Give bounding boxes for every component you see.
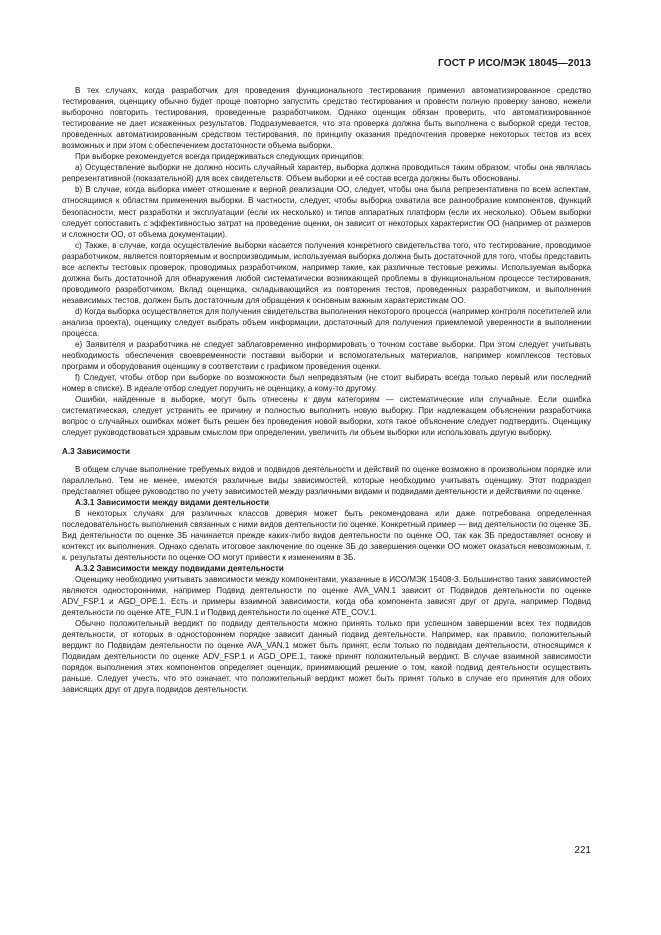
document-header: ГОСТ Р ИСО/МЭК 18045—2013: [438, 58, 591, 69]
list-item-d: d) Когда выборка осуществляется для получения свидетельства выполнения некоторого процесса (например контроля посетителей или анализа проекта), оценщику следует выбрать объем информации, достаточный для получения приемлемой уверенности в выполнении процесса.: [62, 306, 591, 339]
subsection-heading-a32: A.3.2 Зависимости между подвидами деятельности: [75, 563, 284, 573]
list-item-f: f) Следует, чтобы отбор при выборке по возможности был непредвзятым (не стоит выбирать всегда только первый или последний номер в списке). В идеале отбор следует поручить не оценщику, а кому-то другому.: [62, 373, 591, 394]
subsection-heading-a31: A.3.1 Зависимости между видами деятельности: [75, 497, 270, 507]
list-item-a: а) Осуществление выборки не должно носить случайный характер, выборка должна проводиться таким образом, чтобы она являлась репрезентативной (показательной) для всех свидетельств. Объем выборки и её состав всегда должны быть обоснованы.: [62, 163, 591, 184]
paragraph-intro: В тех случаях, когда разработчик для проведения функционального тестирования применил автоматизированное средство тестирования, оценщику обычно будет проще повторно запустить средство тестирования и провести полную проверку заново, нежели выборочно повторить тестирования, проведенные разработчиком. Однако оценщик обязан проверить, что автоматизированное тестирование не дает искаженных результатов. Подразумевается, что эта проверка должна быть выполнена с выборкой среди тестов, проведенных автоматизированным средством тестирования, по принципу оказания предпочтения проверке некоторых тестов из всех возможных и при этом с обеспечением достаточности объема выборки.: [62, 86, 591, 151]
paragraph-errors: Ошибки, найденные в выборке, могут быть отнесены к двум категориям — систематические или случайные. Если ошибка систематическая, следует устранить ее причину и полностью выполнить новую выборку. При надлежащем объяснении разработчика вопрос о случайных ошибках может быть решен без проведения новой выборки, хотя такое объяснение следует подтвердить. Оценщику следует руководствоваться здравым смыслом при определении, увеличить ли объем выборки или использовать другую выборку.: [62, 395, 591, 438]
paragraph-a32-1: Оценщику необходимо учитывать зависимости между компонентами, указанные в ИСО/МЭК 15408-3. Большинство таких зависимостей являются односторонними, например Подвид деятельности по оценке AVA_VAN.1 зависит от Подвидов деятельности по оценке ADV_FSP.1 и AGD_OPE.1. Есть и примеры взаимной зависимости, когда оба компонента зависят друг от друга, например Подвид деятельности по оценке ATE_FUN.1 и Подвид деятельности по оценке ATE_COV.1.: [62, 575, 591, 618]
paragraph-principles: При выборке рекомендуется всегда придерживаться следующих принципов:: [75, 152, 364, 162]
paragraph-a31: В некоторых случаях для различных классов доверия может быть рекомендована или даже потребована определенная последовательность выполнения связанных с ними видов деятельности по оценке. Конкретный пример — вид деятельности по оценке ЗБ. Вид деятельности по оценке ЗБ начинается прежде каких-либо видов деятельности по оценке ОО, так как ЗБ предоставляет основу и контекст их выполнения. Однако сделать итоговое заключение по оценке ЗБ до завершения оценки ОО может оказаться невозможным, т. к. результаты деятельности по оценке ОО могут привести к изменениям в ЗБ.: [62, 508, 591, 562]
page-number: 221: [574, 845, 591, 856]
list-item-c: c) Также, в случае, когда осуществление выборки касается получения конкретного свидетельства того, что тестирование, проводимое разработчиком, является повторяемым и воспроизводимым, используемая выборка должна быть достаточной для того, чтобы представить все аспекты тестовых проверок, проводимых разработчиком, например такие, как различные тестовые режимы. Используемая выборка должна быть достаточной для обнаружения любой систематически возникающей проблемы в функциональном процессе тестирования, проводимого разработчиком. Вклад оценщика, складывающийся из повторения тестов, проведенных разработчиком, и выполнения независимых тестов, должен быть достаточным для обращения к основным важным характеристикам ОО.: [62, 240, 591, 305]
list-item-b: b) В случае, когда выборка имеет отношение к верной реализации ОО, следует, чтобы она была репрезентативна по всем аспектам, относящимся к областям применения выборки. В частности, следует, чтобы выборка охватила все разнообразие компонентов, функций безопасности, мест разработки и эксплуатации (если их несколько) и типов аппаратных платформ (если их несколько). Объем выборки следует сопоставить с эффективностью затрат на проведение оценки, он зависит от некоторых характеристик ОО (например от размеров и сложности ОО, от объема документации).: [62, 185, 591, 239]
document-body: [62, 85, 591, 696]
list-item-e: e) Заявителя и разработчика не следует заблаговременно информировать о точном составе выборки. При этом следует учитывать необходимость обеспечения своевременности поставки выборки и вспомогательных материалов, например комплексов тестовых программ и оборудования оценщику в соответствии с графиком проведения оценки.: [62, 340, 591, 372]
section-heading-a3: A.3 Зависимости: [62, 446, 131, 456]
paragraph-a3: В общем случае выполнение требуемых видов и подвидов деятельности и действий по оценке возможно в произвольном порядке или параллельно. Тем не менее, имеются различные виды зависимостей, которые необходимо учитывать оценщику. Этот подраздел представляет общее руководство по учету зависимостей между различными видами и подвидами деятельности и действиями по оценке.: [62, 464, 591, 496]
paragraph-a32-2: Обычно положительный вердикт по подвиду деятельности можно принять только при успешном завершении всех тех подвидов деятельности, от которых в одностороннем порядке зависит данный подвид деятельности. Например, как правило, положительный вердикт по Подвидам деятельности по оценке AVA_VAN.1 может быть принят, если только по подвидам деятельности, относящимся к Подвидам деятельности по оценке ADV_FSP.1 и AGD_OPE.1, также принят положительный вердикт. В случае взаимной зависимости порядок выполнения этих компонентов определяет оценщик, принимающий решение о том, какой подвид деятельности осуществить раньше. Следует учесть, что это означает, что положительный вердикт может быть принят только в случае его принятия для обоих зависящих друг от друга подвидов деятельности.: [62, 619, 591, 695]
